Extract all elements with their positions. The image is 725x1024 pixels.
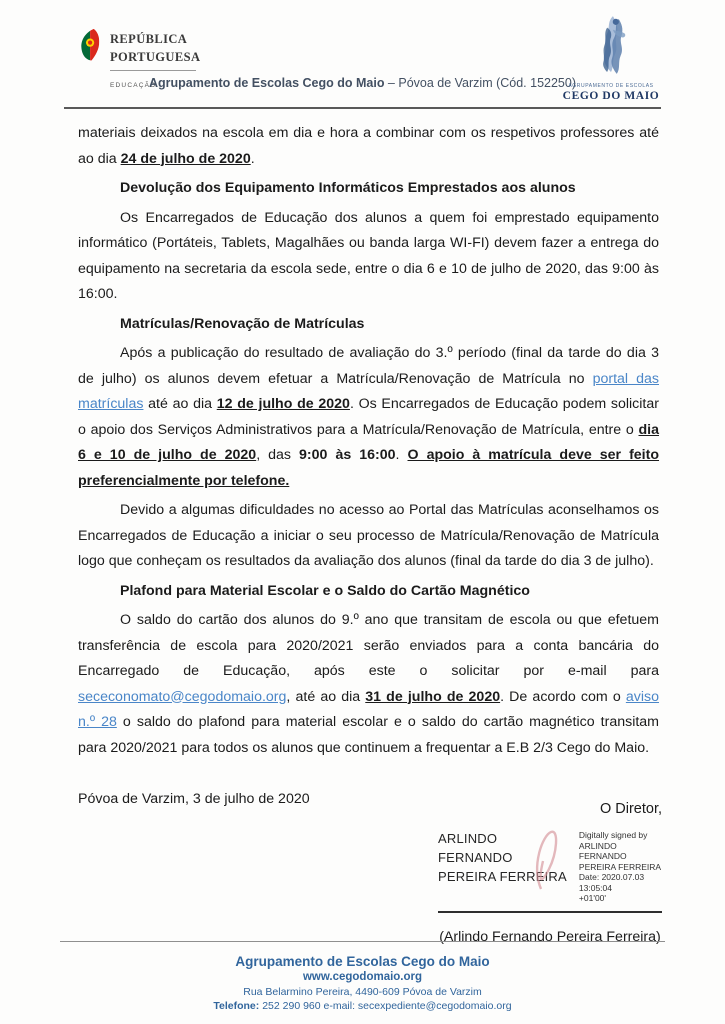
footer-address: Rua Belarmino Pereira, 4490-609 Póvoa de Varzim	[243, 986, 482, 998]
school-logo-name: CEGO DO MAIO	[562, 90, 660, 102]
paragraph: Os Encarregados de Educação dos alunos a quem foi emprestado equipamento informático (Portáteis, Tablets, Magalhães ou banda larga WI-FI) devem fazer a entrega do equipamento na secretaria da escola sede, entre o dia 6 e 10 de julho de 2020, das 9:00 às 16:00.	[78, 209, 659, 302]
paragraph: O saldo do cartão dos alunos do 9.º ano que transitam de escola ou que efetuem transferência de escola para 2020/2021 serão enviados para a conta bancária do Encarregado de Educação, após este o solicitar por e-mail para sececonomato@cegodomaio.org, até ao dia 31 de julho de 2020. De acordo com o aviso n.º 28 o saldo do plafond para material escolar e o saldo do cartão magnético transitam para 2020/2021 para todos os alunos que continuem a frequentar a E.B 2/3 Cego do Maio.	[78, 612, 659, 756]
section-heading: Devolução dos Equipamento Informáticos Emprestados aos alunos	[120, 180, 576, 196]
footer-contacts	[60, 999, 665, 1013]
director-title: O Diretor,	[599, 801, 662, 817]
portugal-flag-icon	[80, 28, 102, 66]
signature-line	[438, 911, 662, 913]
footer-website: www.cegodomaio.org	[302, 971, 423, 983]
signer-typed-name: (Arlindo Fernando Pereira Ferreira)	[439, 928, 661, 945]
aviso-28-link[interactable]: aviso n.º 28	[78, 688, 659, 730]
gov-logo-department: EDUCAÇÃO	[110, 82, 157, 89]
school-logo-caption: AGRUPAMENTO DE ESCOLAS	[568, 83, 654, 89]
header-title-school: Agrupamento de Escolas Cego do Maio	[149, 76, 385, 90]
signature-details: Digitally signed by ARLINDO FERNANDO PEREIRA FERREIRA Date: 2020.07.03 13:05:04 +01'00'	[578, 830, 662, 903]
signer-name: ARLINDO FERNANDO PEREIRA FERREIRA	[438, 831, 567, 884]
paragraph: materiais deixados na escola em dia e hora a combinar com os respetivos professores até ao dia 24 de julho de 2020.	[78, 125, 659, 167]
paragraph: Devido a algumas dificuldades no acesso ao Portal das Matrículas aconselhamos os Encarregados de Educação a iniciar o seu processo de Matrícula/Renovação de Matrícula logo que conheçam os resultados da avaliação dos alunos (final da tarde do dia 3 de julho).	[78, 502, 659, 569]
dateline: Póvoa de Varzim, 3 de julho de 2020	[78, 791, 310, 807]
footer	[60, 941, 665, 1013]
school-emblem-icon	[584, 63, 638, 80]
section-heading: Matrículas/Renovação de Matrículas	[120, 315, 365, 332]
cego-do-maio-logo	[549, 14, 673, 102]
footer-phone-email: 252 290 960 e-mail: secexpediente@cegodomaio.org	[259, 1000, 512, 1012]
section-heading: Plafond para Material Escolar e o Saldo do Cartão Magnético	[120, 582, 530, 599]
footer-school-name: Agrupamento de Escolas Cego do Maio	[235, 954, 490, 969]
header-divider	[64, 107, 661, 109]
header-title-location: – Póvoa de Varzim (Cód. 152250)	[384, 76, 576, 90]
document-body	[78, 121, 659, 817]
footer-phone-label: Telefone:	[213, 1000, 260, 1012]
footer-divider	[60, 941, 665, 942]
digital-signature[interactable]	[438, 829, 662, 904]
gov-logo-divider	[110, 70, 196, 71]
gov-logo-line1: REPÚBLICA	[110, 32, 188, 46]
gov-logo-line2: PORTUGUESA	[110, 50, 201, 64]
portal-das-matriculas-link[interactable]: portal das matrículas	[78, 370, 659, 412]
email-sececonomato-link[interactable]: sececonomato@cegodomaio.org	[78, 688, 287, 705]
paragraph: Após a publicação do resultado de avaliação do 3.º período (final da tarde do dia 3 de julho) os alunos devem efetuar a Matrícula/Renovação de Matrícula no portal das matrículas até ao dia 12 de julho de 2020. Os Encarregados de Educação podem solicitar o apoio dos Serviços Administrativos para a Matrícula/Renovação de Matrícula, entre o dia 6 e 10 de julho de 2020, das 9:00 às 16:00. O apoio à matrícula deve ser feito preferencialmente por telefone.	[78, 345, 660, 489]
closing-area	[438, 801, 662, 945]
